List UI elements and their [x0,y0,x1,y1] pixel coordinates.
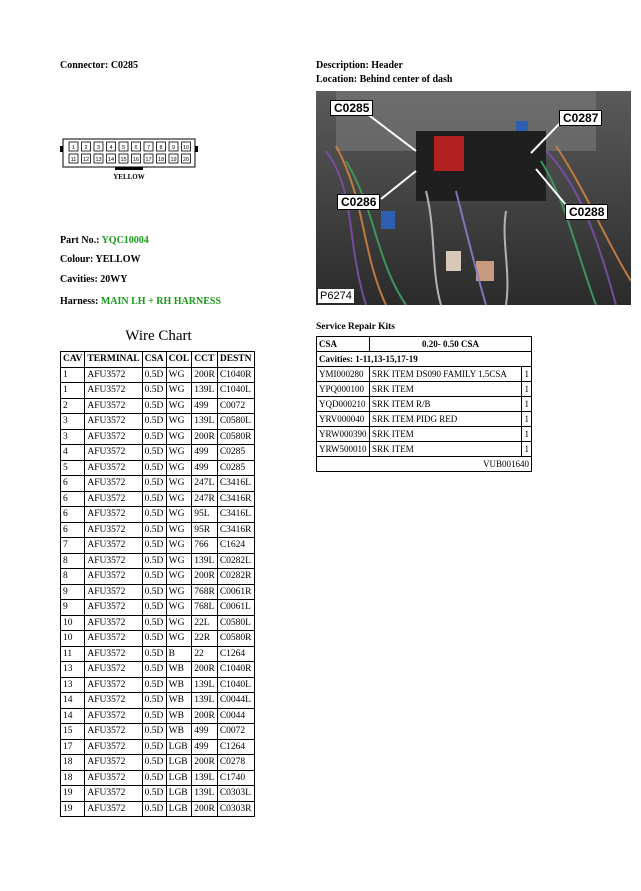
wire-chart-cell: C0278 [217,755,254,771]
wire-chart-cell: AFU3572 [85,770,142,786]
wire-chart-cell: 139L [192,677,218,693]
connector-photo [316,91,631,305]
wire-chart-cell: 13 [61,662,85,678]
wire-chart-row [61,584,255,600]
wire-chart-cell: WG [166,367,192,383]
wire-chart-cell: 200R [192,755,218,771]
wire-chart-cell: 0.5D [142,708,166,724]
wire-chart-cell: 8 [61,553,85,569]
wire-chart-cell: 0.5D [142,662,166,678]
wire-chart-row [61,786,255,802]
wire-chart-cell: 6 [61,476,85,492]
connector-pin-number: 4 [109,145,113,151]
connector-diagram [60,136,200,184]
wire-chart-cell: 0.5D [142,522,166,538]
wire-chart-cell: 3 [61,414,85,430]
wire-chart-cell: 200R [192,801,218,817]
wire-chart-cell: AFU3572 [85,414,142,430]
callout-c0288: C0288 [565,204,608,220]
wire-chart-cell: 0.5D [142,569,166,585]
part-no-line [60,235,149,246]
wire-chart-cell: 499 [192,724,218,740]
diagram-color-label: YELLOW [113,173,145,181]
wire-chart-cell: C0044L [217,693,254,709]
kits-cell: SRK ITEM [370,427,522,442]
wire-chart-cell: C0285 [217,445,254,461]
connector-pin-number: 19 [170,157,177,163]
wire-chart-cell: C0282R [217,569,254,585]
wire-chart-title: Wire Chart [125,328,192,344]
kits-cell: YQD000210 [317,397,370,412]
wire-chart-header-cell: CCT [192,352,218,368]
wire-chart-cell: C0072 [217,724,254,740]
wire-chart-row [61,693,255,709]
connector-pin-number: 17 [145,157,152,163]
kits-row [317,442,532,457]
wire-chart-cell: C0580R [217,631,254,647]
wire-chart-cell: 0.5D [142,693,166,709]
wire-chart-cell: 0.5D [142,801,166,817]
wire-chart-row [61,367,255,383]
kits-cell: SRK ITEM DS090 FAMILY 1.5CSA [370,367,522,382]
wire-chart-cell: 22R [192,631,218,647]
wire-chart-row [61,770,255,786]
kits-row [317,397,532,412]
connector-pin-number: 7 [146,145,151,151]
wire-chart-cell: 768R [192,584,218,600]
cavities-value: 20WY [100,274,128,285]
kits-cell: 1 [521,412,531,427]
wire-chart-row [61,414,255,430]
wire-chart-cell: WB [166,724,192,740]
wire-chart-cell: AFU3572 [85,491,142,507]
wire-chart-cell: 10 [61,631,85,647]
wire-chart-cell: 499 [192,460,218,476]
wire-chart-cell: WB [166,662,192,678]
kits-row [317,412,532,427]
wire-chart-cell: 0.5D [142,460,166,476]
wire-chart-cell: C0580L [217,414,254,430]
wire-chart-cell: 95L [192,507,218,523]
wire-chart-cell: 0.5D [142,507,166,523]
wire-chart-cell: C3416L [217,476,254,492]
wire-chart-cell: WG [166,615,192,631]
connector-pin-number: 14 [107,157,115,163]
wire-chart-cell: AFU3572 [85,801,142,817]
wire-chart-cell: 499 [192,398,218,414]
wire-chart-cell: 768L [192,600,218,616]
wire-chart-cell: WG [166,398,192,414]
wire-chart-row [61,615,255,631]
wire-chart-cell: WG [166,584,192,600]
wire-chart-cell: C3416L [217,507,254,523]
wire-chart-cell: C3416R [217,491,254,507]
wire-chart-header-cell: DESTN [217,352,254,368]
wire-chart-cell: 0.5D [142,398,166,414]
callout-c0285: C0285 [330,100,373,116]
connector-pin-number: 1 [71,145,76,151]
harness-label: Harness: [60,296,99,307]
connector-value: C0285 [110,60,139,71]
wire-chart-cell: 4 [61,445,85,461]
kits-csa-row [317,337,532,352]
wire-chart-cell: 0.5D [142,677,166,693]
wire-chart-cell: 0.5D [142,770,166,786]
wire-chart-cell: WG [166,445,192,461]
wire-chart-cell: 139L [192,383,218,399]
location-line [316,74,453,85]
wire-chart-row [61,476,255,492]
wire-chart-cell: 0.5D [142,538,166,554]
kits-cavities-row [317,352,532,367]
wire-chart-cell: AFU3572 [85,724,142,740]
wire-chart-cell: 139L [192,553,218,569]
wire-chart-row [61,600,255,616]
kits-footer: VUB001640 [317,457,532,472]
connector-label: Connector: [60,60,109,71]
location-label: Location: [316,74,358,85]
kits-cell: 1 [521,367,531,382]
wire-chart-table [60,351,255,817]
kits-cell: 1 [521,382,531,397]
wire-chart-cell: 0.5D [142,476,166,492]
kits-cell: YRW000390 [317,427,370,442]
wire-chart-cell: C0303L [217,786,254,802]
kits-cell: SRK ITEM R/B [370,397,522,412]
wire-chart-cell: C1040L [217,383,254,399]
wire-chart-cell: AFU3572 [85,600,142,616]
wire-chart-cell: 139L [192,770,218,786]
wire-chart-row [61,553,255,569]
wire-chart-cell: C3416R [217,522,254,538]
wire-chart-cell: 200R [192,429,218,445]
wire-chart-cell: AFU3572 [85,507,142,523]
wire-chart-header-cell: COL [166,352,192,368]
wire-chart-cell: 766 [192,538,218,554]
wire-chart-cell: C0044 [217,708,254,724]
wire-chart-cell: 13 [61,677,85,693]
callout-c0287: C0287 [559,110,602,126]
part-no-value: YQC10004 [101,235,149,246]
wire-chart-cell: 19 [61,786,85,802]
wire-chart-cell: WB [166,677,192,693]
wire-chart-cell: 14 [61,693,85,709]
wire-chart-cell: WB [166,708,192,724]
wire-chart-cell: 0.5D [142,429,166,445]
connector-pin-number: 12 [82,157,90,163]
wire-chart-cell: 5 [61,460,85,476]
wire-chart-cell: 0.5D [142,491,166,507]
wire-chart-cell: 247L [192,476,218,492]
wire-chart-cell: C0285 [217,460,254,476]
wire-chart-cell: 0.5D [142,414,166,430]
wire-chart-cell: AFU3572 [85,522,142,538]
kits-cell: SRK ITEM [370,442,522,457]
colour-label: Colour: [60,254,94,265]
wire-chart-cell: 9 [61,600,85,616]
kits-footer-row [317,457,532,472]
wire-chart-cell: AFU3572 [85,662,142,678]
wire-chart-cell: WG [166,600,192,616]
wire-chart-row [61,724,255,740]
wire-chart-cell: 499 [192,739,218,755]
wire-chart-cell: 139L [192,414,218,430]
wire-chart-cell: WG [166,491,192,507]
wire-chart-row [61,491,255,507]
wire-chart-cell: C0072 [217,398,254,414]
description-value: Header [371,60,403,71]
wire-chart-cell: C1040R [217,662,254,678]
wire-chart-cell: AFU3572 [85,786,142,802]
kits-csa-range: 0.20- 0.50 CSA [370,337,532,352]
connector-pin-number: 3 [96,145,101,151]
wire-chart-cell: 0.5D [142,646,166,662]
wire-chart-cell: 0.5D [142,383,166,399]
harness-value: MAIN LH + RH HARNESS [100,296,221,307]
connector-pin-number: 5 [121,145,126,151]
wire-chart-row [61,569,255,585]
wire-chart-cell: AFU3572 [85,476,142,492]
wire-chart-cell: AFU3572 [85,739,142,755]
wire-chart-row [61,429,255,445]
wire-chart-cell: LGB [166,770,192,786]
wire-chart-cell: 2 [61,398,85,414]
wire-chart-cell: 11 [61,646,85,662]
wire-chart-cell: WG [166,553,192,569]
wire-chart-cell: 7 [61,538,85,554]
kits-cell: 1 [521,397,531,412]
wire-chart-cell: 139L [192,693,218,709]
wire-chart-cell: C0580L [217,615,254,631]
wire-chart-cell: 0.5D [142,755,166,771]
connector-pin-number: 18 [157,157,165,163]
connector-pin-number: 2 [84,145,88,151]
wire-chart-row [61,460,255,476]
wire-chart-cell: 0.5D [142,786,166,802]
wire-chart-cell: 18 [61,755,85,771]
wire-chart-cell: 18 [61,770,85,786]
wire-chart-cell: WG [166,414,192,430]
callout-c0286: C0286 [337,194,380,210]
wire-chart-cell: WG [166,507,192,523]
wire-chart-cell: 10 [61,615,85,631]
cavities-label: Cavities: [60,274,98,285]
wire-chart-cell: AFU3572 [85,677,142,693]
wire-chart-cell: C1740 [217,770,254,786]
kits-cavities: Cavities: 1-11,13-15,17-19 [317,352,532,367]
wire-chart-cell: 6 [61,507,85,523]
wire-chart-cell: 0.5D [142,584,166,600]
wire-chart-cell: AFU3572 [85,755,142,771]
connector-pin-number: 15 [120,157,127,163]
colour-line [60,254,141,265]
kits-cell: YMI000280 [317,367,370,382]
wire-chart-cell: 9 [61,584,85,600]
wire-chart-cell: WG [166,569,192,585]
wire-chart-cell: C1264 [217,739,254,755]
kits-row [317,367,532,382]
wire-chart-cell: B [166,646,192,662]
kits-cell: YRV000040 [317,412,370,427]
connector-pin-number: 10 [182,145,190,151]
wire-chart-cell: 139L [192,786,218,802]
wire-chart-header-row [61,352,255,368]
wire-chart-cell: LGB [166,739,192,755]
wire-chart-cell: AFU3572 [85,646,142,662]
wire-chart-cell: WG [166,383,192,399]
wire-chart-row [61,507,255,523]
wire-chart-row [61,522,255,538]
wire-chart-cell: 6 [61,522,85,538]
wire-chart-cell: AFU3572 [85,553,142,569]
wire-chart-row [61,739,255,755]
wire-chart-cell: C0061R [217,584,254,600]
wire-chart-cell: 499 [192,445,218,461]
wire-chart-row [61,708,255,724]
wire-chart-cell: C0303R [217,801,254,817]
wire-chart-cell: 0.5D [142,600,166,616]
part-no-label: Part No.: [60,235,100,246]
wire-chart-row [61,801,255,817]
kits-title: Service Repair Kits [316,322,395,332]
wire-chart-cell: AFU3572 [85,631,142,647]
connector-pin-number: 13 [95,157,102,163]
wire-chart-cell: 0.5D [142,553,166,569]
description-line [316,60,403,71]
location-value: Behind center of dash [359,74,453,85]
wire-chart-cell: 0.5D [142,739,166,755]
wire-chart-cell: 0.5D [142,367,166,383]
wire-chart-header-cell: CSA [142,352,166,368]
wire-chart-cell: 0.5D [142,631,166,647]
wire-chart-cell: 200R [192,662,218,678]
wire-chart-cell: AFU3572 [85,445,142,461]
description-label: Description: [316,60,369,71]
wire-chart-header-cell: TERMINAL [85,352,142,368]
kits-cell: SRK ITEM PIDG RED [370,412,522,427]
connector-pin-number: 11 [70,157,77,163]
wire-chart-cell: WB [166,693,192,709]
wire-chart-cell: 200R [192,367,218,383]
wire-chart-cell: 19 [61,801,85,817]
colour-value: YELLOW [95,254,141,265]
kits-cell: SRK ITEM [370,382,522,397]
kits-row [317,427,532,442]
wire-chart-cell: C0580R [217,429,254,445]
wire-chart-cell: WG [166,460,192,476]
wire-chart-cell: 15 [61,724,85,740]
wire-chart-header-cell: CAV [61,352,85,368]
wire-chart-cell: AFU3572 [85,708,142,724]
wire-chart-row [61,662,255,678]
wire-chart-row [61,398,255,414]
wire-chart-cell: AFU3572 [85,367,142,383]
kits-cell: YRW500010 [317,442,370,457]
connector-pin-number: 8 [159,145,163,151]
wire-chart-cell: C1040L [217,677,254,693]
wire-chart-cell: WG [166,631,192,647]
kits-cell: 1 [521,427,531,442]
wire-chart-cell: 8 [61,569,85,585]
wire-chart-cell: 95R [192,522,218,538]
connector-pin-number: 9 [171,145,176,151]
wire-chart-cell: LGB [166,801,192,817]
wire-chart-cell: 200R [192,569,218,585]
wire-chart-cell: WG [166,429,192,445]
kits-table [316,336,532,472]
wire-chart-row [61,646,255,662]
wire-chart-cell: 247R [192,491,218,507]
wire-chart-row [61,383,255,399]
kits-csa-label: CSA [317,337,370,352]
wire-chart-cell: WG [166,476,192,492]
wire-chart-cell: 1 [61,383,85,399]
wire-chart-cell: C0061L [217,600,254,616]
kits-row [317,382,532,397]
wire-chart-cell: 1 [61,367,85,383]
wire-chart-row [61,755,255,771]
wire-chart-cell: 22L [192,615,218,631]
wire-chart-cell: 0.5D [142,445,166,461]
wire-chart-cell: 3 [61,429,85,445]
wire-chart-cell: C0282L [217,553,254,569]
wire-chart-cell: 22 [192,646,218,662]
wire-chart-cell: AFU3572 [85,693,142,709]
wire-chart-cell: AFU3572 [85,398,142,414]
wire-chart-cell: 0.5D [142,724,166,740]
wire-chart-cell: C1040R [217,367,254,383]
wire-chart-cell: C1264 [217,646,254,662]
wire-chart-cell: AFU3572 [85,538,142,554]
wire-chart-cell: AFU3572 [85,429,142,445]
wire-chart-cell: 200R [192,708,218,724]
wire-chart-cell: AFU3572 [85,569,142,585]
wire-chart-cell: LGB [166,786,192,802]
kits-cell: 1 [521,442,531,457]
wire-chart-cell: LGB [166,755,192,771]
kits-cell: YPQ000100 [317,382,370,397]
wire-chart-row [61,677,255,693]
wire-chart-row [61,631,255,647]
wire-chart-cell: 14 [61,708,85,724]
wire-chart-cell: C1624 [217,538,254,554]
wire-chart-cell: WG [166,522,192,538]
wire-chart-cell: 0.5D [142,615,166,631]
wire-chart-cell: AFU3572 [85,460,142,476]
wire-chart-row [61,445,255,461]
photo-ref: P6274 [320,290,352,302]
wire-chart-cell: AFU3572 [85,383,142,399]
wire-chart-cell: AFU3572 [85,584,142,600]
connector-line [60,60,138,71]
wire-chart-cell: 17 [61,739,85,755]
wire-chart-cell: WG [166,538,192,554]
connector-pin-number: 20 [182,157,190,163]
cavities-line [60,274,128,285]
connector-pin-number: 6 [134,145,138,151]
wire-chart-cell: AFU3572 [85,615,142,631]
connector-pin-number: 16 [132,157,140,163]
wire-chart-row [61,538,255,554]
wire-chart-cell: 6 [61,491,85,507]
harness-line [60,296,221,307]
